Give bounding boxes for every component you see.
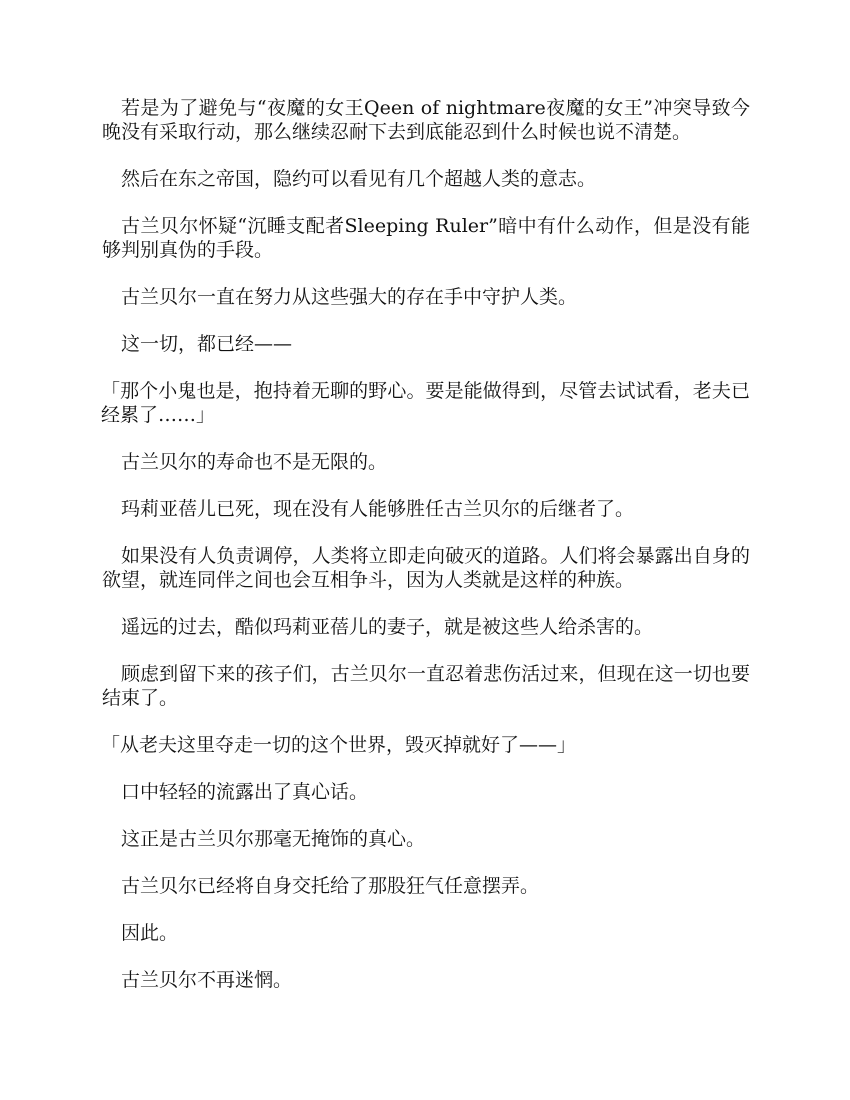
paragraph: 然后在东之帝国，隐约可以看见有几个超越人类的意志。 [121,168,597,190]
paragraph: 古兰贝尔的寿命也不是无限的。 [121,451,388,473]
paragraph: 顾虑到留下来的孩子们，古兰贝尔一直忍着悲伤活过来，但现在这一切也要结束了。 [102,663,750,709]
paragraph: 古兰贝尔怀疑“沉睡支配者Sleeping Ruler”暗中有什么动作，但是没有能够判别真伪的手段。 [102,215,750,261]
paragraph: 玛莉亚蓓儿已死，现在没有人能够胜任古兰贝尔的后继者了。 [121,498,635,520]
paragraph: 口中轻轻的流露出了真心话。 [121,781,369,803]
paragraph: 这一切，都已经—— [121,333,293,355]
paragraph: 如果没有人负责调停，人类将立即走向破灭的道路。人们将会暴露出自身的欲望，就连同伴之间也会互相争斗，因为人类就是这样的种族。 [102,545,750,591]
paragraph: 古兰贝尔一直在努力从这些强大的存在手中守护人类。 [121,286,578,308]
paragraph: 遥远的过去，酷似玛莉亚蓓儿的妻子，就是被这些人给杀害的。 [121,616,654,638]
dialogue-paragraph: 「从老夫这里夺走一切的这个世界，毁灭掉就好了——」 [101,734,577,756]
document-page [102,96,750,1015]
paragraph: 因此。 [121,922,179,944]
dialogue-paragraph: 「那个小鬼也是，抱持着无聊的野心。要是能做得到，尽管去试试看，老夫已经累了……」 [101,380,750,426]
paragraph: 若是为了避免与“夜魔的女王Qeen of nightmare夜魔的女王”冲突导致今晚没有采取行动，那么继续忍耐下去到底能忍到什么时候也说不清楚。 [102,97,750,143]
paragraph: 古兰贝尔不再迷惘。 [121,969,293,991]
paragraph: 这正是古兰贝尔那毫无掩饰的真心。 [121,828,426,850]
paragraph: 古兰贝尔已经将自身交托给了那股狂气任意摆弄。 [121,875,540,897]
